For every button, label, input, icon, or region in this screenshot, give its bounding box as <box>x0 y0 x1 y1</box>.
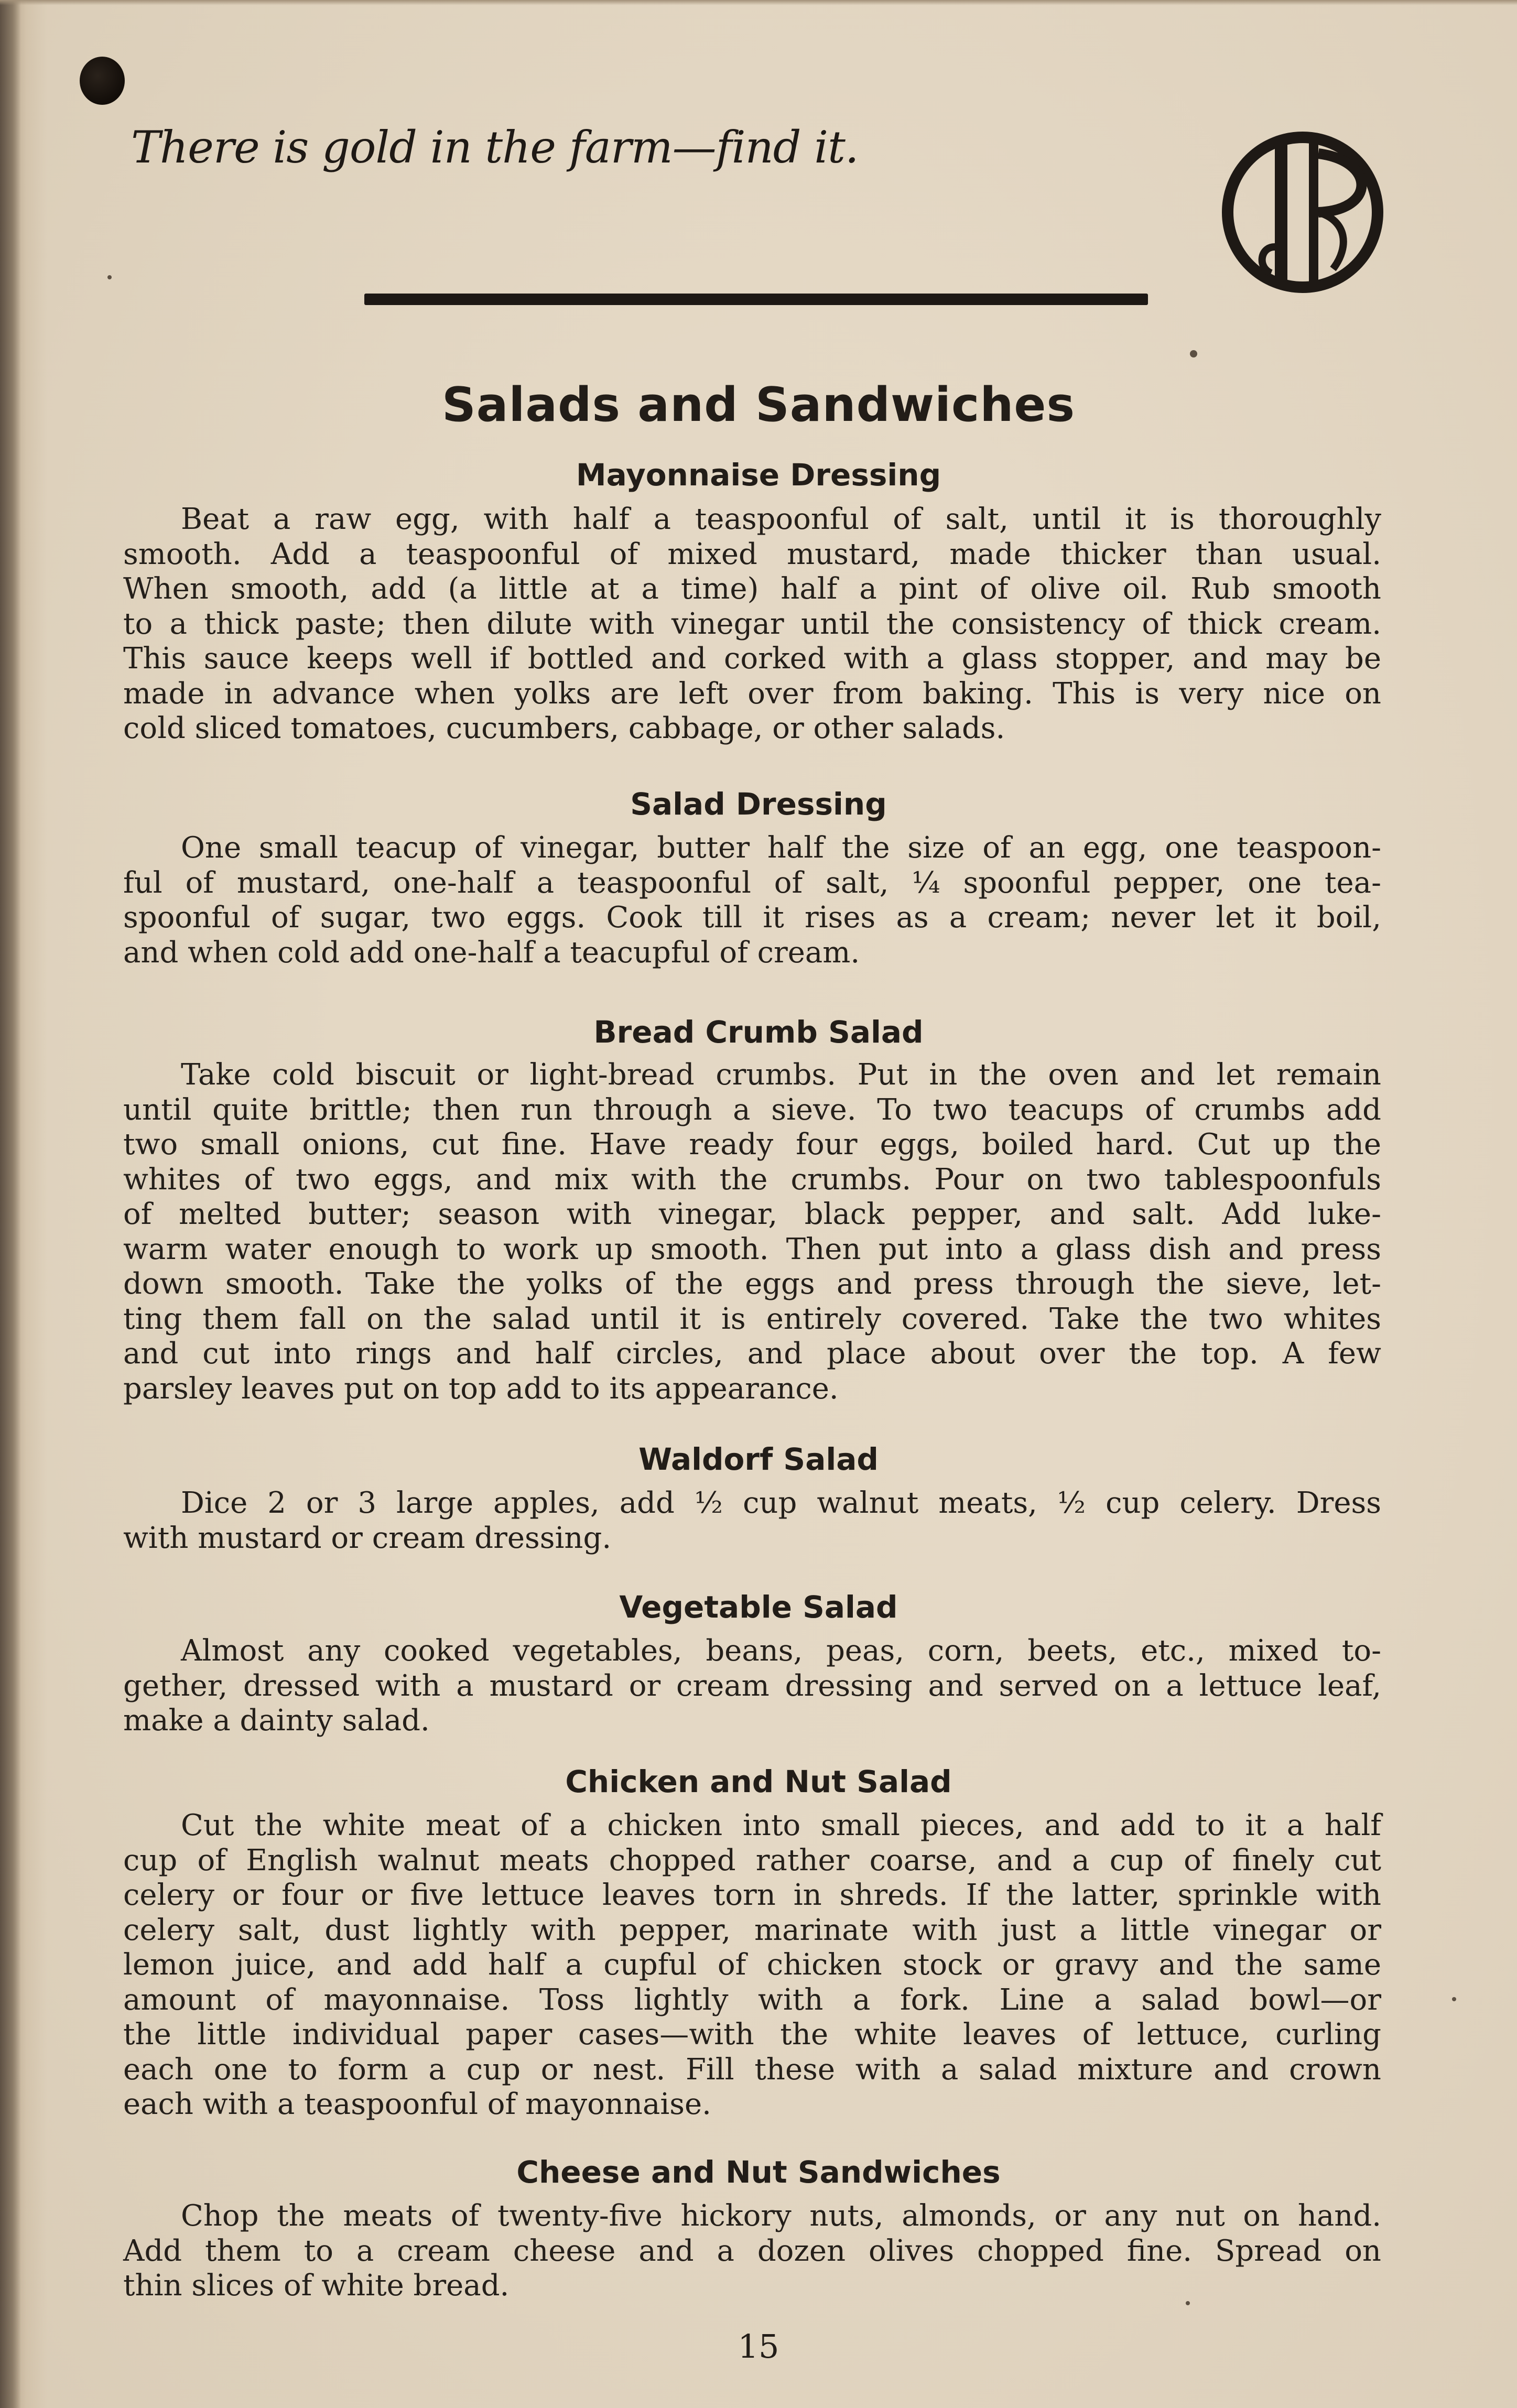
recipe-heading: Waldorf Salad <box>638 1441 879 1477</box>
text-line: Beat a raw egg, with half a teaspoonful of salt, until it is thoroughly <box>181 502 1381 536</box>
text-line: spoonful of sugar, two eggs. Cook till it rises as a cream; never let it boil, <box>123 901 1381 935</box>
text-line: of melted butter; season with vinegar, black pepper, and salt. Add luke- <box>123 1197 1381 1231</box>
text-line: the little individual paper cases—with the white leaves of lettuce, curling <box>123 2017 1381 2052</box>
text-line: When smooth, add (a little at a time) half a pint of olive oil. Rub smooth <box>123 572 1381 606</box>
text-line: amount of mayonnaise. Toss lightly with a fork. Line a salad bowl—or <box>123 1982 1381 2017</box>
text-line: Dice 2 or 3 large apples, add ½ cup walnut meats, ½ cup celery. Dress <box>181 1486 1381 1520</box>
text-line: each one to form a cup or nest. Fill these with a salad mixture and crown <box>123 2052 1381 2087</box>
text-line: make a dainty salad. <box>123 1704 430 1738</box>
text-line: This sauce keeps well if bottled and corked with a glass stopper, and may be <box>123 642 1381 676</box>
text-line: thin slices of white bread. <box>123 2269 510 2303</box>
punch-hole <box>80 57 125 105</box>
text-line: cold sliced tomatoes, cucumbers, cabbage, or other salads. <box>123 711 1005 745</box>
text-line: and when cold add one-half a teacupful of cream. <box>123 935 860 970</box>
text-line: Chop the meats of twenty-five hickory nuts, almonds, or any nut on hand. <box>181 2199 1381 2233</box>
text-line: One small teacup of vinegar, butter half the size of an egg, one teaspoon- <box>181 831 1381 865</box>
paper-speck <box>1452 1997 1456 2001</box>
header-rule <box>364 294 1148 305</box>
page-number: 15 <box>738 2327 779 2366</box>
recipe-heading: Cheese and Nut Sandwiches <box>516 2154 1001 2190</box>
page-binding-shadow <box>0 0 21 2408</box>
recipe-heading: Salad Dressing <box>630 786 887 822</box>
recipe-text <box>123 1058 1381 1406</box>
text-line: made in advance when yolks are left over from baking. This is very nice on <box>123 676 1381 711</box>
recipe-heading: Mayonnaise Dressing <box>576 457 941 493</box>
text-line: Almost any cooked vegetables, beans, peas, corn, beets, etc., mixed to- <box>181 1634 1381 1668</box>
paper-speck <box>1190 350 1197 357</box>
recipe-text <box>123 1634 1381 1739</box>
text-line: two small onions, cut fine. Have ready four eggs, boiled hard. Cut up the <box>123 1127 1381 1162</box>
text-line: Cut the white meat of a chicken into small pieces, and add to it a half <box>181 1808 1381 1842</box>
recipe-heading: Chicken and Nut Salad <box>565 1764 952 1799</box>
text-line: celery salt, dust lightly with pepper, marinate with just a little vinegar or <box>123 1913 1381 1947</box>
recipe-text <box>123 2199 1381 2304</box>
text-line: and cut into rings and half circles, and place about over the top. A few <box>123 1337 1381 1371</box>
text-line: down smooth. Take the yolks of the eggs and press through the sieve, let- <box>123 1267 1381 1301</box>
recipe-text <box>123 831 1381 970</box>
text-line: until quite brittle; then run through a sieve. To two teacups of crumbs add <box>123 1092 1381 1127</box>
text-line: ting them fall on the salad until it is entirely covered. Take the two whites <box>123 1301 1381 1336</box>
paper-speck <box>107 275 112 279</box>
text-line: gether, dressed with a mustard or cream dressing and served on a lettuce leaf, <box>123 1668 1381 1703</box>
recipe-text <box>123 502 1381 746</box>
text-line: each with a teaspoonful of mayonnaise. <box>123 2087 711 2121</box>
text-line: Add them to a cream cheese and a dozen olives chopped fine. Spread on <box>123 2233 1381 2268</box>
text-line: warm water enough to work up smooth. Then put into a glass dish and press <box>123 1232 1381 1266</box>
monogram-logo <box>1219 128 1384 296</box>
text-line: parsley leaves put on top add to its appearance. <box>123 1371 839 1406</box>
text-line: ful of mustard, one-half a teaspoonful of salt, ¼ spoonful pepper, one tea- <box>123 865 1381 900</box>
text-line: cup of English walnut meats chopped rather coarse, and a cup of finely cut <box>123 1843 1381 1878</box>
text-line: with mustard or cream dressing. <box>123 1521 612 1555</box>
text-line: lemon juice, and add half a cupful of chicken stock or gravy and the same <box>123 1948 1381 1982</box>
text-line: to a thick paste; then dilute with vinegar until the consistency of thick cream. <box>123 606 1381 641</box>
page-title: Salads and Sandwiches <box>441 377 1076 432</box>
header-motto: There is gold in the farm—find it. <box>131 122 859 173</box>
recipe-text <box>123 1808 1381 2122</box>
recipe-heading: Vegetable Salad <box>619 1589 898 1625</box>
recipe-heading: Bread Crumb Salad <box>593 1014 924 1050</box>
text-line: Take cold biscuit or light-bread crumbs. Put in the oven and let remain <box>181 1058 1381 1092</box>
page-top-edge <box>0 0 1517 5</box>
text-line: smooth. Add a teaspoonful of mixed mustard, made thicker than usual. <box>123 537 1381 571</box>
text-line: whites of two eggs, and mix with the crumbs. Pour on two tablespoonfuls <box>123 1162 1381 1197</box>
text-line: celery or four or five lettuce leaves torn in shreds. If the latter, sprinkle with <box>123 1878 1381 1912</box>
recipe-text <box>123 1486 1381 1556</box>
